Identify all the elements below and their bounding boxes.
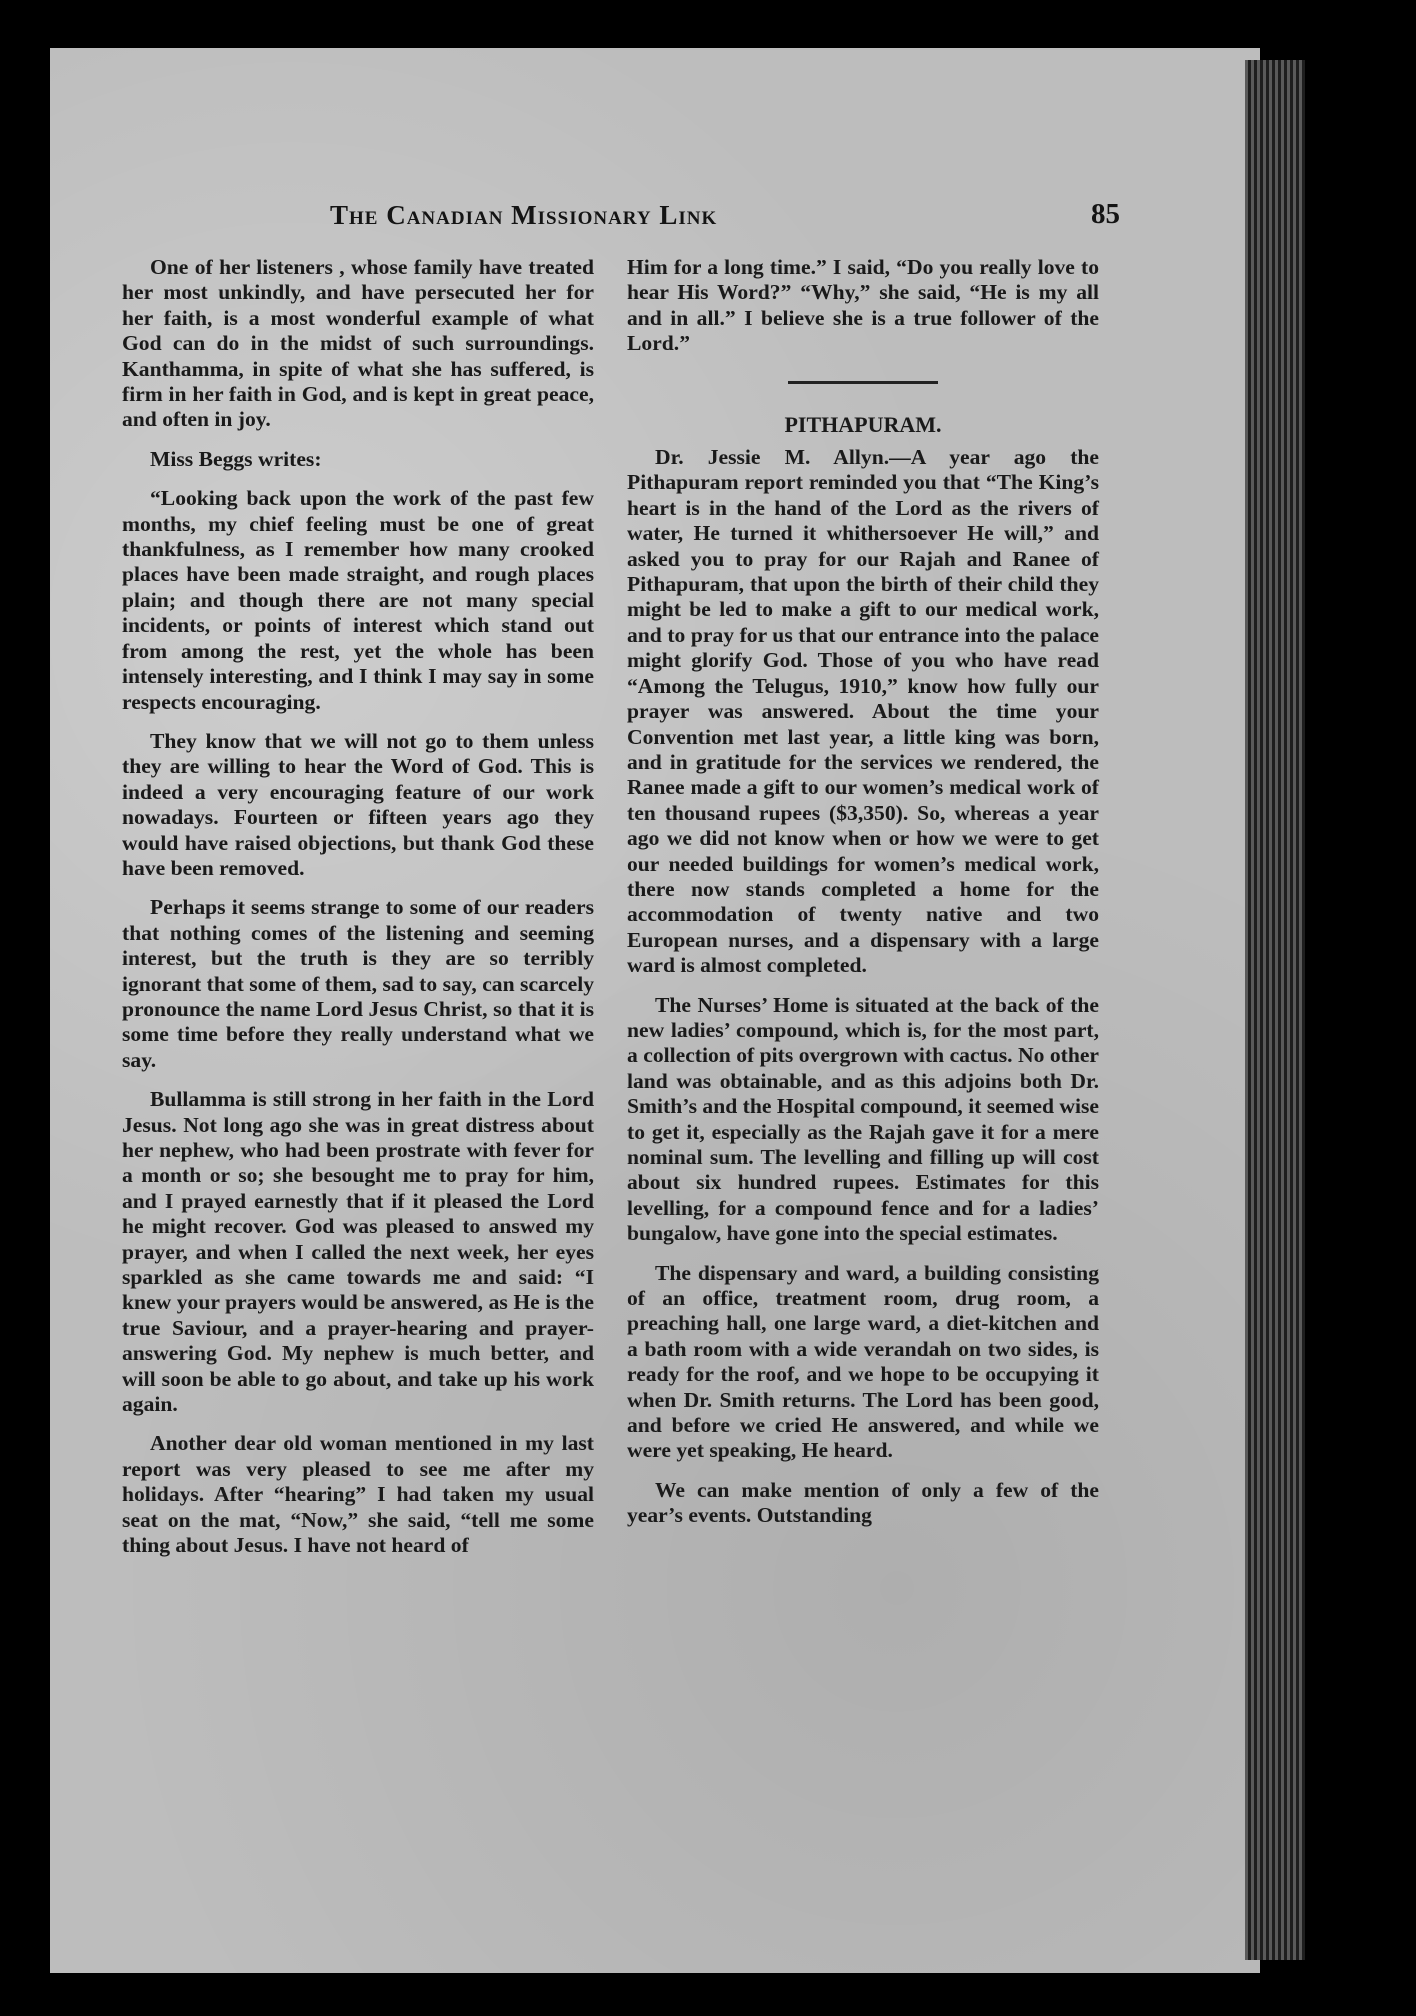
paragraph: One of her listeners , whose family have treated her most unkindly, and have persecuted her for her faith, is a most wonderful example of what God can do in the midst of such surroundings. Kanthamma, in spite of what she has suffered, is firm in her faith in God, and is kept in great peace, and often in joy. — [122, 255, 594, 432]
running-title: The Canadian Missionary Link — [330, 200, 718, 230]
lead-paragraph-text: —A year ago the Pithapuram report reminded you that “The King’s heart is in the hand of the Lord as the rivers of water, He turned it whithersoever He will,” and asked you to pray for our Rajah and Ranee of Pithapuram, that upon the birth of their child they might be led to make a gift to our medical work, and to pray for us that our entrance into the palace might glorify God. Those of you who have read “Among the Telugus, 1910,” know how fully our prayer was answered. About the time your Convention met last year, a little king was born, and in gratitude for the services we rendered, the Ranee made a gift to our women’s medical work of ten thousand rupees ($3,350). So, whereas a year ago we did not know when or how we were to get our needed buildings for women’s medical work, there now stands completed a home for the accommodation of twenty native and two European nurses, and a dispensary with a large ward is almost completed. — [627, 445, 1099, 978]
paragraph: The dispensary and ward, a building consisting of an office, treatment room, drug room, a preaching hall, one large ward, a diet-kitchen and a bath room with a wide verandah on two sides, is ready for the roof, and we hope to be occupying it when Dr. Smith returns. The Lord has been good, and before we cried He answered, and while we were yet speaking, He heard. — [627, 1260, 1099, 1463]
paragraph: Miss Beggs writes: — [150, 446, 322, 471]
paragraph: The Nurses’ Home is situated at the back of the new ladies’ compound, which is, for the most part, a collection of pits overgrown with cactus. No other land was obtainable, and as this adjoins both Dr. Smith’s and the Hospital compound, it seemed wise to get it, especially as the Rajah gave it for a mere nominal sum. The levelling and filling up will cost about six hundred rupees. Estimates for this levelling, for a compound fence and for a ladies’ bungalow, have gone into the special estimates. — [627, 992, 1099, 1246]
paragraph: Bullamma is still strong in her faith in the Lord Jesus. Not long ago she was in great distress about her nephew, who had been prostrate with fever for a month or so; she besought me to pray for him, and I prayed earnestly that if it pleased the Lord he might recover. God was pleased to answed my prayer, and when I called the next week, her eyes sparkled as she came towards me and said: “I knew your prayers would be answered, as He is the true Saviour, and a prayer-hearing and prayer-answering God. My nephew is much better, and will soon be able to go about, and take up his work again. — [122, 1087, 594, 1417]
page-number: 85 — [1091, 198, 1120, 230]
lead-paragraph — [627, 445, 1099, 979]
left-column — [122, 255, 594, 1573]
section-divider — [788, 381, 938, 384]
paragraph: We can make mention of only a few of the year’s events. Outstanding — [627, 1477, 1099, 1528]
page-header — [330, 200, 1120, 240]
paragraph: They know that we will not go to them unless they are willing to hear the Word of God. This is indeed a very encouraging feature of our work nowadays. Fourteen or fifteen years ago they would have raised objections, but thank God these have been removed. — [122, 728, 594, 880]
continuation-paragraph: Him for a long time.” I said, “Do you really love to hear His Word?” “Why,” she said, “He is my all and in all.” I believe she is a true follower of the Lord.” — [627, 255, 1099, 356]
paragraph: Perhaps it seems strange to some of our readers that nothing comes of the listening and seeming interest, but the truth is they are so terribly ignorant that some of them, sad to say, can scarcely pronounce the name Lord Jesus Christ, so that it is some time before they really understand what we say. — [122, 895, 594, 1072]
page-stack-edge — [1245, 60, 1305, 1960]
paragraph: “Looking back upon the work of the past few months, my chief feeling must be one of great thankfulness, as I remember how many crooked places have been made straight, and rough places plain; and though there are not many special incidents, or points of interest which stand out from among the rest, yet the whole has been intensely interesting, and I think I may say in some respects encouraging. — [122, 486, 594, 714]
right-column — [627, 255, 1099, 1543]
paragraph: Another dear old woman mentioned in my last report was very pleased to see me after my holidays. After “hearing” I had taken my usual seat on the mat, “Now,” she said, “tell me some thing about Jesus. I have not heard of — [122, 1431, 594, 1558]
section-heading: PITHAPURAM. — [784, 411, 942, 437]
author-name: Dr. Jessie M. Allyn. — [655, 445, 890, 470]
